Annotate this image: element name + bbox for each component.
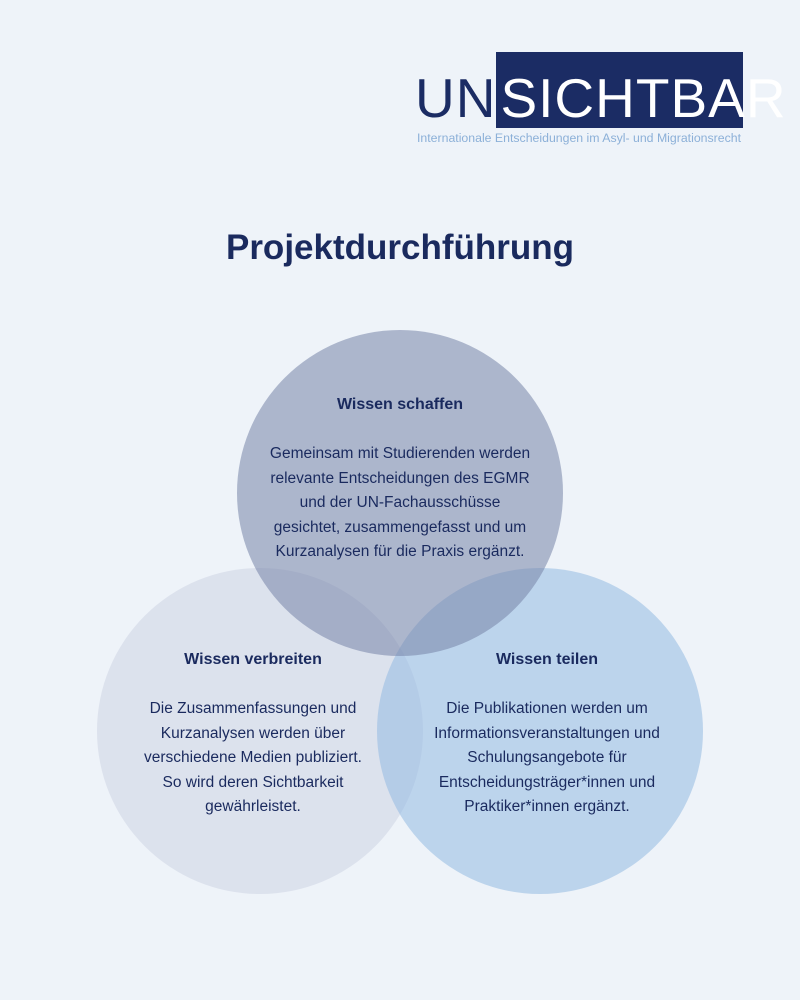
logo-text-sichtbar: SICHTBAR	[496, 52, 743, 128]
page-title: Projektdurchführung	[225, 228, 575, 267]
heading-wissen-schaffen: Wissen schaffen	[336, 396, 464, 413]
logo-wordmark	[415, 52, 787, 129]
body-line: Praktiker*innen ergänzt.	[464, 798, 630, 815]
body-line: Entscheidungsträger*innen und	[438, 773, 656, 791]
heading-wissen-teilen: Wissen teilen	[495, 651, 599, 668]
body-line: Die Zusammenfassungen und	[149, 700, 357, 717]
body-wissen-schaffen	[240, 442, 560, 565]
body-line: gesichtet, zusammengefasst und um	[273, 518, 527, 536]
text-wissen-verbreiten	[113, 651, 393, 820]
body-line: verschiedene Medien publiziert.	[144, 749, 362, 766]
body-line: Die Publikationen werden um	[446, 700, 648, 717]
body-line: Schulungsangebote für	[467, 749, 627, 766]
body-line: Gemeinsam mit Studierenden werden	[269, 445, 531, 462]
logo-text-un: UN	[415, 67, 497, 129]
body-line: So wird deren Sichtbarkeit	[162, 773, 344, 791]
text-wissen-schaffen	[240, 396, 560, 565]
heading-wissen-verbreiten: Wissen verbreiten	[184, 651, 322, 668]
body-line: relevante Entscheidungen des EGMR	[270, 469, 530, 487]
body-line: gewährleistet.	[205, 798, 301, 815]
logo-subtitle: Internationale Entscheidungen im Asyl- und Migrationsrecht	[417, 131, 741, 145]
logo	[415, 52, 787, 148]
body-line: Informationsveranstaltungen und	[434, 724, 660, 742]
body-wissen-verbreiten	[113, 697, 393, 820]
text-wissen-teilen	[405, 651, 689, 820]
body-line: Kurzanalysen für die Praxis ergänzt.	[275, 543, 525, 560]
body-wissen-teilen	[405, 697, 689, 820]
body-line: Kurzanalysen werden über	[160, 724, 346, 742]
body-line: und der UN-Fachausschüsse	[299, 494, 501, 511]
